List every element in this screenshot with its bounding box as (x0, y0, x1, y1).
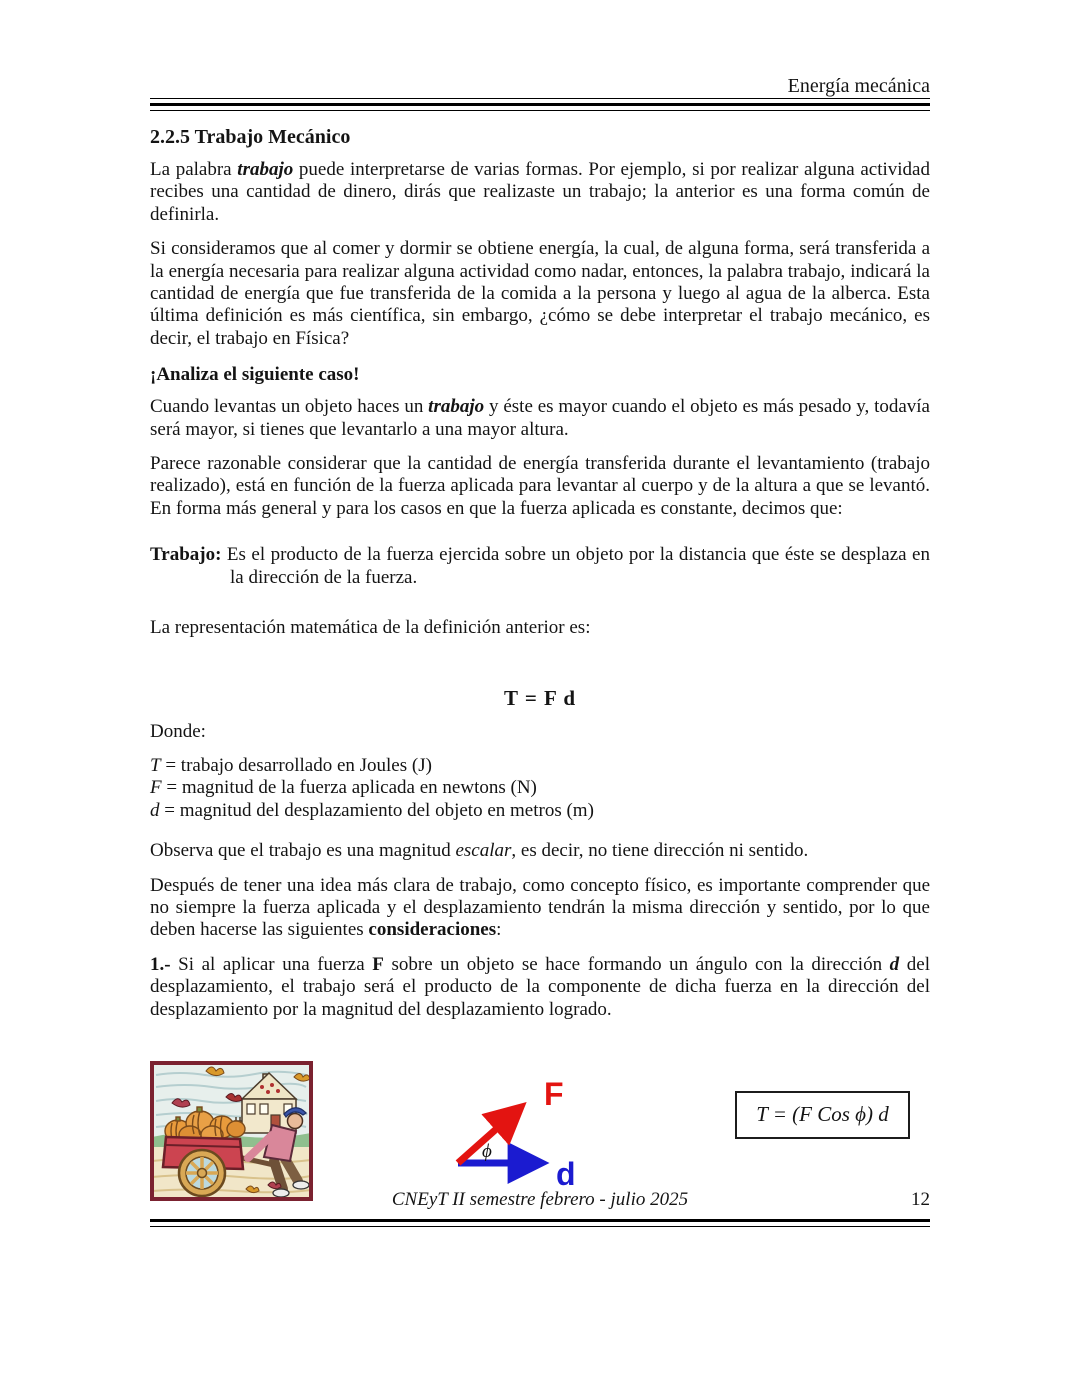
text-run: Cuando levantas un objeto haces un (150, 396, 429, 418)
paragraph-7 (150, 840, 930, 862)
variable-description: = magnitud de la fuerza aplicada en newtons (N) (161, 777, 537, 799)
paragraph-9 (150, 954, 930, 1021)
donde-label: Donde: (150, 720, 206, 742)
analiza-heading: ¡Analiza el siguiente caso! (150, 364, 360, 386)
text-run: Después de tener una idea más clara de trabajo, como concepto físico, es importante comprender que no siempre la fuerza aplicada y el desplazamiento tendrán la misma dirección y sentido, por lo que deben hacerse las siguientes (150, 874, 930, 941)
section-heading: 2.2.5 Trabajo Mecánico (150, 126, 351, 148)
variable-symbol: d (150, 799, 160, 821)
variable-definitions (150, 755, 930, 822)
text-run: y éste es mayor cuando el objeto es más pesado y, todavía será mayor, si tienes que levantarlo a una mayor altura. (150, 396, 930, 440)
variable-F (150, 777, 930, 799)
footer-line (150, 1188, 930, 1212)
formula-box: T = (F Cos ϕ) d (735, 1091, 910, 1139)
footer-rule (150, 1219, 930, 1227)
variable-symbol: T (150, 754, 161, 776)
text-run: puede interpretarse de varias formas. Por ejemplo, si por realizar alguna actividad recibes una cantidad de dinero, dirás que realizaste un trabajo; la anterior es una forma común de definirla. (150, 159, 930, 225)
text-run: Observa que el trabajo es una magnitud (150, 840, 456, 862)
pumpkin-cart-illustration (150, 1061, 313, 1201)
paragraph-2: Si consideramos que al comer y dormir se obtiene energía, la cual, de alguna forma, será transferida a la energía necesaria para realizar alguna actividad como nadar, entonces, la palabra trabajo, indicará la cantidad de energía que fue transferida de la comida a la persona y luego al agua de la alberca. Esta última definición es más científica, sin embargo, ¿cómo se debe interpretar el trabajo mecánico, es decir, el trabajo en Física? (150, 238, 930, 349)
paragraph-8 (150, 875, 930, 942)
displacement-label: d (556, 1155, 576, 1190)
variable-symbol: F (150, 777, 162, 799)
variable-description: = trabajo desarrollado en Joules (J) (160, 754, 432, 776)
definition-trabajo (150, 544, 930, 589)
page-footer (150, 1188, 930, 1227)
page-number: 12 (911, 1189, 930, 1210)
paragraph-4: Parece razonable considerar que la cantidad de energía transferida durante el levantamiento (trabajo realizado), está en función de la fuerza aplicada para levantar al cuerpo y de la altura a que se levantó. En forma más general y para los casos en que la fuerza aplicada es constante, decimos que: (150, 453, 930, 519)
header-title: Energía mecánica (150, 76, 930, 99)
text-run-escalar: escalar (455, 840, 512, 862)
text-run-trabajo: trabajo (237, 159, 294, 180)
page-content (150, 0, 930, 1206)
force-displacement-diagram (448, 1065, 608, 1190)
variable-d (150, 800, 930, 822)
footer-course-label: CNEyT II semestre febrero - julio 2025 (391, 1189, 689, 1210)
text-run: , es decir, no tiene dirección ni sentido. (511, 840, 809, 862)
variable-description: = magnitud del desplazamiento del objeto en metros (m) (159, 799, 594, 821)
force-label: F (544, 1075, 564, 1112)
text-run-trabajo: trabajo (428, 396, 485, 418)
paragraph-1 (150, 159, 930, 226)
angle-phi-label: ϕ (482, 1140, 492, 1162)
definition-text: Es el producto de la fuerza ejercida sobre un objeto por la distancia que éste se desplaza en la dirección de la fuerza. (221, 544, 930, 588)
paragraph-3 (150, 396, 930, 441)
header-rule (150, 103, 930, 111)
page-header (150, 76, 930, 111)
variable-T (150, 755, 930, 777)
text-run-d: d (889, 953, 900, 975)
paragraph-5: La representación matemática de la definición anterior es: (150, 617, 591, 639)
text-run: : (496, 919, 502, 941)
item-number: 1.- (150, 953, 171, 975)
definition-label: Trabajo: (150, 544, 222, 566)
text-run-F: F (372, 953, 384, 975)
text-run: La palabra (150, 159, 238, 180)
main-formula: T = F d (503, 685, 577, 710)
text-run: Si al aplicar una fuerza (170, 953, 373, 975)
text-run-consideraciones: consideraciones (368, 919, 497, 941)
text-run: del desplazamiento, el trabajo será el producto de la componente de dicha fuerza en la dirección del desplazamiento por la magnitud del desplazamiento logrado. (150, 953, 930, 1020)
figures-row (150, 1061, 930, 1206)
text-run: sobre un objeto se hace formando un ángulo con la dirección (383, 953, 890, 975)
